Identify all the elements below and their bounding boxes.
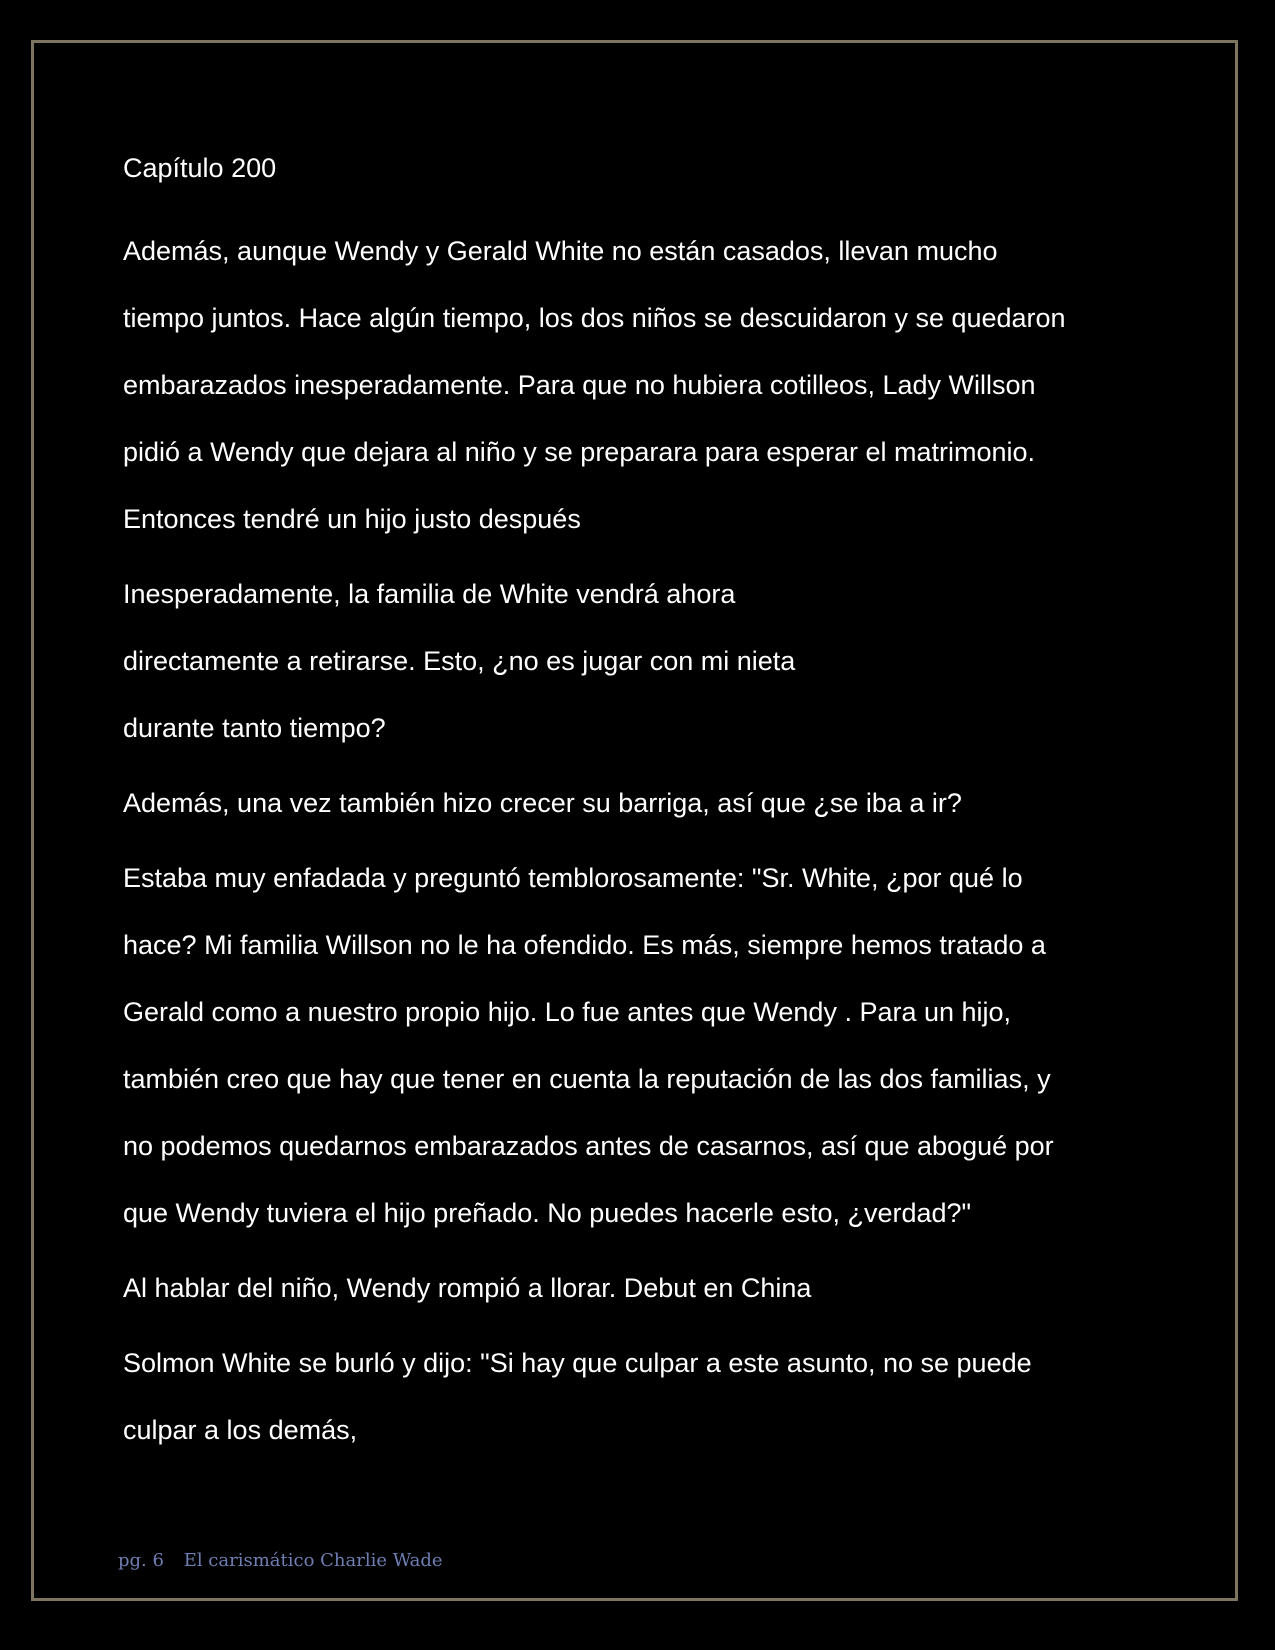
text-line: tiempo juntos. Hace algún tiempo, los dos niños se descuidaron y se quedaron xyxy=(123,303,1066,333)
text-line: culpar a los demás, xyxy=(123,1415,358,1445)
paragraph-2 xyxy=(123,561,1163,762)
paragraph-1 xyxy=(123,218,1163,553)
text-line: también creo que hay que tener en cuenta la reputación de las dos familias, y xyxy=(123,1064,1051,1094)
text-line: durante tanto tiempo? xyxy=(123,713,386,743)
text-line: Entonces tendré un hijo justo después xyxy=(123,504,581,534)
page-number: pg. 6 xyxy=(118,1550,164,1571)
text-line: Además, una vez también hizo crecer su barriga, así que ¿se iba a ir? xyxy=(123,788,962,818)
text-line: hace? Mi familia Willson no le ha ofendido. Es más, siempre hemos tratado a xyxy=(123,930,1046,960)
text-line: directamente a retirarse. Esto, ¿no es jugar con mi nieta xyxy=(123,646,796,676)
text-line: Inesperadamente, la familia de White vendrá ahora xyxy=(123,579,736,609)
chapter-title: Capítulo 200 xyxy=(123,153,277,183)
text-line: que Wendy tuviera el hijo preñado. No puedes hacerle esto, ¿verdad?" xyxy=(123,1198,972,1228)
text-line: Solmon White se burló y dijo: "Si hay que culpar a este asunto, no se puede xyxy=(123,1348,1032,1378)
book-title: El carismático Charlie Wade xyxy=(183,1550,443,1571)
text-line: pidió a Wendy que dejara al niño y se preparara para esperar el matrimonio. xyxy=(123,437,1036,467)
document-body xyxy=(123,146,1163,1472)
paragraph-4 xyxy=(123,845,1163,1247)
text-line: no podemos quedarnos embarazados antes de casarnos, así que abogué por xyxy=(123,1131,1054,1161)
text-line: Al hablar del niño, Wendy rompió a llorar. Debut en China xyxy=(123,1273,812,1303)
page-footer xyxy=(118,1550,443,1571)
text-line: Gerald como a nuestro propio hijo. Lo fue antes que Wendy . Para un hijo, xyxy=(123,997,1012,1027)
text-line: Además, aunque Wendy y Gerald White no están casados, llevan mucho xyxy=(123,236,998,266)
paragraph-5 xyxy=(123,1255,1163,1322)
text-line: embarazados inesperadamente. Para que no hubiera cotilleos, Lady Willson xyxy=(123,370,1036,400)
paragraph-6 xyxy=(123,1330,1163,1464)
text-line: Estaba muy enfadada y preguntó temblorosamente: "Sr. White, ¿por qué lo xyxy=(123,863,1023,893)
paragraph-3 xyxy=(123,770,1163,837)
